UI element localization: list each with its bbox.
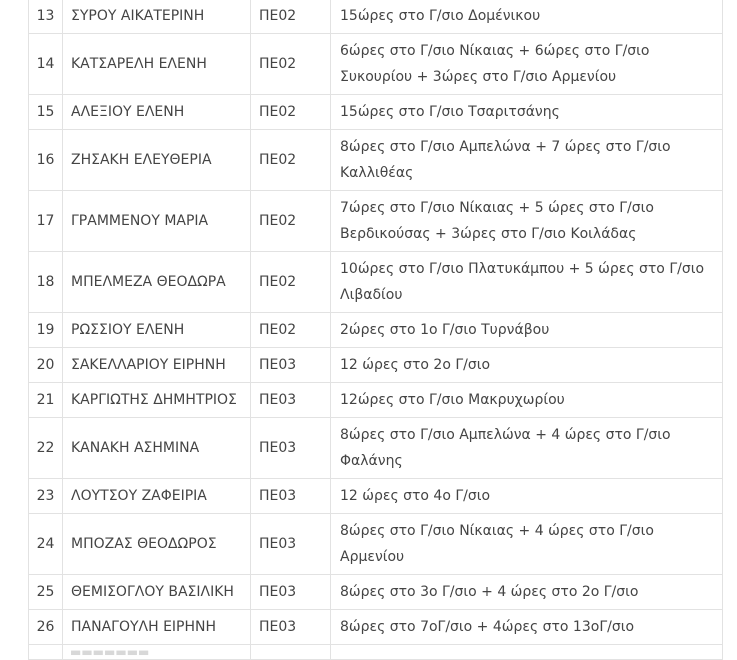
row-number-cell: 23 (29, 479, 63, 514)
teacher-name-cell: ΣΑΚΕΛΛΑΡΙΟΥ ΕΙΡΗΝΗ (63, 348, 251, 383)
hours-assignment-cell (331, 645, 723, 660)
row-number-cell: 19 (29, 313, 63, 348)
hours-assignment-cell: 15ώρες στο Γ/σιο Τσαριτσάνης (331, 95, 723, 130)
hours-assignment-cell: 12ώρες στο Γ/σιο Μακρυχωρίου (331, 383, 723, 418)
table-row (29, 252, 723, 313)
table-row-cut-off (29, 645, 723, 660)
hours-assignment-cell: 6ώρες στο Γ/σιο Νίκαιας + 6ώρες στο Γ/σιο Συκουρίου + 3ώρες στο Γ/σιο Αρμενίου (331, 34, 723, 95)
row-number-cell: 17 (29, 191, 63, 252)
specialty-cell: ΠΕ02 (251, 313, 331, 348)
row-number-cell: 18 (29, 252, 63, 313)
row-number-cell: 26 (29, 610, 63, 645)
table-row (29, 479, 723, 514)
specialty-cell: ΠΕ03 (251, 348, 331, 383)
teacher-name-cell: ΚΑΤΣΑΡΕΛΗ ΕΛΕΝΗ (63, 34, 251, 95)
specialty-cell: ΠΕ02 (251, 95, 331, 130)
table-row (29, 34, 723, 95)
row-number-cell: 13 (29, 0, 63, 34)
teacher-name-cell: ΛΟΥΤΣΟΥ ΖΑΦΕΙΡΙΑ (63, 479, 251, 514)
teacher-name-cell: ΜΠΟΖΑΣ ΘΕΟΔΩΡΟΣ (63, 514, 251, 575)
table-row (29, 383, 723, 418)
specialty-cell: ΠΕ02 (251, 252, 331, 313)
hours-assignment-cell: 7ώρες στο Γ/σιο Νίκαιας + 5 ώρες στο Γ/σιο Βερδικούσας + 3ώρες στο Γ/σιο Κοιλάδας (331, 191, 723, 252)
specialty-cell: ΠΕ02 (251, 34, 331, 95)
row-number-cell (29, 645, 63, 660)
table-row (29, 313, 723, 348)
teacher-name-cell: ΓΡΑΜΜΕΝΟΥ ΜΑΡΙΑ (63, 191, 251, 252)
teacher-name-cell: ΣΥΡΟΥ ΑΙΚΑΤΕΡΙΝΗ (63, 0, 251, 34)
hours-assignment-cell: 8ώρες στο Γ/σιο Αμπελώνα + 7 ώρες στο Γ/σιο Καλλιθέας (331, 130, 723, 191)
teacher-name-cell: ΡΩΣΣΙΟΥ ΕΛΕΝΗ (63, 313, 251, 348)
row-number-cell: 20 (29, 348, 63, 383)
hours-assignment-cell: 12 ώρες στο 2ο Γ/σιο (331, 348, 723, 383)
teacher-name-cell: ΜΠΕΛΜΕΖΑ ΘΕΟΔΩΡΑ (63, 252, 251, 313)
row-number-cell: 14 (29, 34, 63, 95)
row-number-cell: 24 (29, 514, 63, 575)
row-number-cell: 21 (29, 383, 63, 418)
teacher-name-cell: ΖΗΣΑΚΗ ΕΛΕΥΘΕΡΙΑ (63, 130, 251, 191)
specialty-cell: ΠΕ02 (251, 130, 331, 191)
table-row (29, 575, 723, 610)
table-row (29, 348, 723, 383)
teacher-assignments-table-container (28, 0, 722, 660)
specialty-cell: ΠΕ03 (251, 575, 331, 610)
hours-assignment-cell: 8ώρες στο Γ/σιο Αμπελώνα + 4 ώρες στο Γ/σιο Φαλάνης (331, 418, 723, 479)
specialty-cell (251, 645, 331, 660)
specialty-cell: ΠΕ03 (251, 610, 331, 645)
hours-assignment-cell: 12 ώρες στο 4ο Γ/σιο (331, 479, 723, 514)
teacher-name-cell: ΘΕΜΙΣΟΓΛΟΥ ΒΑΣΙΛΙΚΗ (63, 575, 251, 610)
specialty-cell: ΠΕ03 (251, 479, 331, 514)
specialty-cell: ΠΕ02 (251, 0, 331, 34)
hours-assignment-cell: 15ώρες στο Γ/σιο Δομένικου (331, 0, 723, 34)
row-number-cell: 16 (29, 130, 63, 191)
row-number-cell: 25 (29, 575, 63, 610)
hours-assignment-cell: 8ώρες στο 7οΓ/σιο + 4ώρες στο 13οΓ/σιο (331, 610, 723, 645)
table-row (29, 95, 723, 130)
teacher-name-cell: ΑΛΕΞΙΟΥ ΕΛΕΝΗ (63, 95, 251, 130)
teacher-assignments-table (28, 0, 723, 660)
specialty-cell: ΠΕ03 (251, 383, 331, 418)
teacher-name-cell: ΚΑΡΓΙΩΤΗΣ ΔΗΜΗΤΡΙΟΣ (63, 383, 251, 418)
teacher-name-cell: ΠΑΝΑΓΟΥΛΗ ΕΙΡΗΝΗ (63, 610, 251, 645)
teacher-name-cell: ΚΑΝΑΚΗ ΑΣΗΜΙΝΑ (63, 418, 251, 479)
row-number-cell: 22 (29, 418, 63, 479)
table-row (29, 514, 723, 575)
specialty-cell: ΠΕ03 (251, 514, 331, 575)
cut-off-text-fragment: ▬▬▬▬▬▬▬ (70, 645, 150, 659)
table-row (29, 418, 723, 479)
hours-assignment-cell: 8ώρες στο Γ/σιο Νίκαιας + 4 ώρες στο Γ/σιο Αρμενίου (331, 514, 723, 575)
hours-assignment-cell: 2ώρες στο 1ο Γ/σιο Τυρνάβου (331, 313, 723, 348)
specialty-cell: ΠΕ03 (251, 418, 331, 479)
table-row (29, 0, 723, 34)
table-row (29, 191, 723, 252)
row-number-cell: 15 (29, 95, 63, 130)
table-row (29, 610, 723, 645)
table-row (29, 130, 723, 191)
table-body (29, 0, 723, 660)
hours-assignment-cell: 8ώρες στο 3ο Γ/σιο + 4 ώρες στο 2ο Γ/σιο (331, 575, 723, 610)
specialty-cell: ΠΕ02 (251, 191, 331, 252)
teacher-name-cell (63, 645, 251, 660)
hours-assignment-cell: 10ώρες στο Γ/σιο Πλατυκάμπου + 5 ώρες στο Γ/σιο Λιβαδίου (331, 252, 723, 313)
